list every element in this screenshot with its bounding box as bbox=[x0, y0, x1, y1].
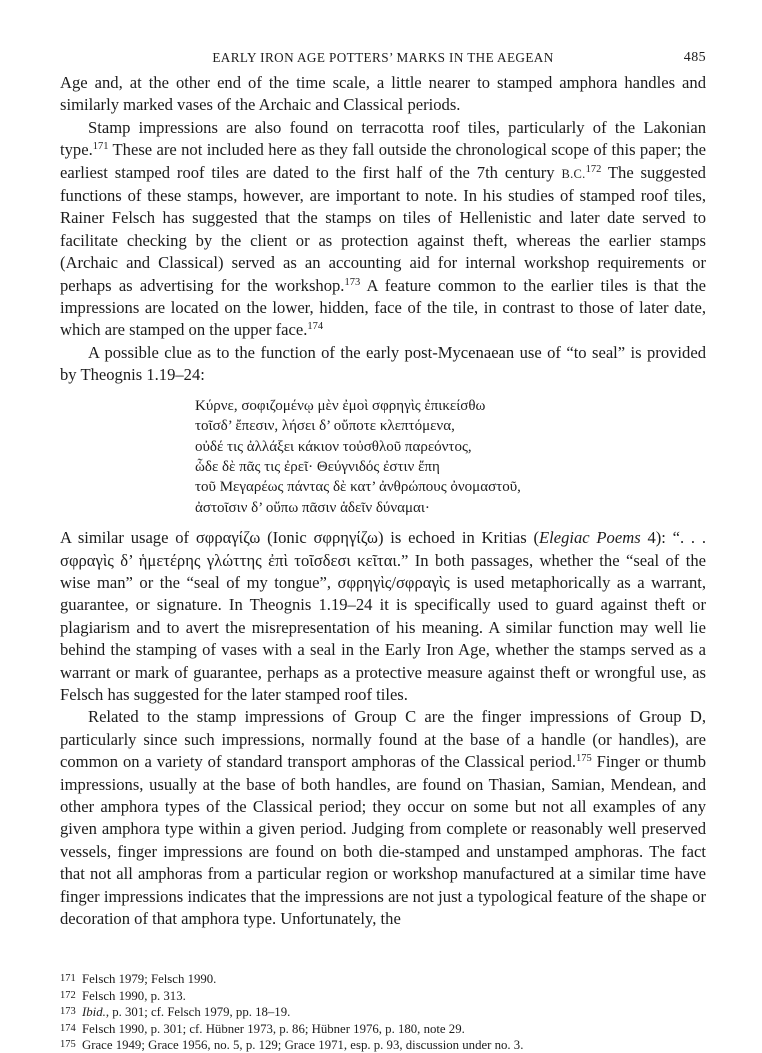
footnote-ref[interactable]: 174 bbox=[307, 321, 324, 333]
text-run: 4): “. . . σφραγὶς δ’ ἡμετέρης γλώττης ἐπὶ τοῖσδεσι κεῖται.” In both passages, whether the “seal of the wise man” or the “seal of my tongue”, σφρηγὶς/σφραγὶς is used metaphorically as a warrant, guarantee, or signature. In Theognis 1.19–24 it is specifically used to guard against theft or plagiarism and to avert the misrepresentation of his meaning. A similar function may well lie behind the stamping of vases with a seal in the Early Iron Age, whether the stamps served as a warrant or mark of guarantee, perhaps as a protective measure against theft or wrongful use, as Felsch has suggested for the later stamped roof tiles. bbox=[60, 528, 706, 704]
footnote-number: 175 bbox=[60, 1039, 76, 1051]
paragraph-2 bbox=[60, 117, 706, 342]
greek-line: τοῖσδ’ ἔπεσιν, λήσει δ’ οὔποτε κλεπτόμενα, bbox=[195, 418, 455, 435]
page bbox=[60, 50, 706, 1053]
footnote-number: 171 bbox=[60, 973, 76, 985]
body-text bbox=[60, 72, 706, 930]
footnotes bbox=[60, 971, 706, 1053]
text-run: A similar usage of σφραγίζω (Ionic σφρηγίζω) is echoed in Kritias ( bbox=[60, 528, 539, 548]
page-number: 485 bbox=[683, 50, 706, 65]
footnote-number: 174 bbox=[60, 1022, 76, 1034]
footnote-text: Felsch 1990, p. 313. bbox=[82, 988, 186, 1003]
footnote-text: Grace 1949; Grace 1956, no. 5, p. 129; Grace 1971, esp. p. 93, discussion under no. 3. bbox=[82, 1038, 524, 1053]
text-run: Related to the stamp impressions of Group C are the finger impressions of Group D, particularly since such impressions, normally found at the base of a handle (or handles), are common on a variety of standard transport amphoras of the Classical period. bbox=[60, 707, 706, 772]
footnote-number: 172 bbox=[60, 989, 76, 1001]
running-header bbox=[60, 50, 706, 72]
paragraph-4 bbox=[60, 527, 706, 706]
footnote bbox=[60, 1037, 706, 1053]
paragraph-1: Age and, at the other end of the time scale, a little nearer to stamped amphora handles and similarly marked vases of the Archaic and Classical periods. bbox=[60, 73, 706, 115]
footnote-ref[interactable]: 173 bbox=[344, 276, 361, 288]
text-run: A feature common to the earlier tiles is that the impressions are located on the lower, hidden, face of the tile, in contrast to those of later date, which are stamped on the upper face. bbox=[60, 275, 706, 340]
greek-line: ὧδε δὲ πᾶς τις ἐρεῖ· Θεύγνιδός ἐστιν ἔπη bbox=[195, 458, 440, 475]
footnote-ref[interactable]: 172 bbox=[585, 163, 602, 175]
footnote-number: 173 bbox=[60, 1006, 76, 1018]
era-abbrev: B.C. bbox=[561, 166, 586, 181]
greek-line: τοῦ Μεγαρέως πάντας δὲ κατ’ ἀνθρώπους ὀνομαστοῦ, bbox=[195, 479, 521, 496]
footnote bbox=[60, 1021, 706, 1037]
paragraph-5 bbox=[60, 706, 706, 930]
footnote bbox=[60, 971, 706, 987]
footnote-text: Felsch 1990, p. 301; cf. Hübner 1973, p. 86; Hübner 1976, p. 180, note 29. bbox=[82, 1021, 465, 1036]
running-title: EARLY IRON AGE POTTERS’ MARKS IN THE AEGEAN bbox=[212, 50, 554, 65]
text-run: Finger or thumb impressions, usually at the base of both handles, are found on Thasian, Samian, Mendean, and other amphora types of the Classical period; they occur on some but not all examples of any given amphora type within a given period. Judging from complete or reasonably well preserved vessels, finger impressions are found on both die-stamped and unstamped amphoras. The fact that not all amphoras from a particular region or workshop manufactured at a similar time have finger impressions indicates that the impressions are not just a typological feature of the shape or decoration of that amphora type. Unfortunately, the bbox=[60, 752, 707, 929]
italic-title: Elegiac Poems bbox=[538, 528, 641, 548]
footnote-text bbox=[82, 1004, 706, 1020]
text-run: , p. 301; cf. Felsch 1979, pp. 18–19. bbox=[105, 1005, 291, 1020]
greek-line: ἀστοῖσιν δ’ οὔπω πᾶσιν ἁδεῖν δύναμαι· bbox=[195, 499, 430, 516]
footnote-ref[interactable]: 175 bbox=[576, 753, 592, 765]
text-run: Stamp impressions are also found on terracotta roof tiles, particularly of the Lakonian type. bbox=[60, 117, 706, 160]
greek-quotation bbox=[195, 396, 706, 518]
paragraph-3: A possible clue as to the function of the early post-Mycenaean use of “to seal” is provided by Theognis 1.19–24: bbox=[60, 342, 706, 385]
text-run: The suggested functions of these stamps, however, are important to note. In his studies of stamped roof tiles, Rainer Felsch has suggested that the stamps on tiles of Hellenistic and later date served to facilitate checking by the client or as protection against theft, whereas the earlier stamps (Archaic and Classical) served as an accounting aid for internal workshop requirements or perhaps as advertising for the workshop. bbox=[60, 162, 706, 295]
greek-line: Κύρνε, σοφιζομένῳ μὲν ἐμοὶ σφρηγὶς ἐπικείσθω bbox=[195, 397, 486, 414]
footnote-ref[interactable]: 171 bbox=[92, 141, 109, 153]
footnote-text: Felsch 1979; Felsch 1990. bbox=[82, 972, 217, 987]
text-run: These are not included here as they fall outside the chronological scope of this paper; the earliest stamped roof tiles are dated to the first half of the 7th century bbox=[60, 140, 706, 182]
footnote bbox=[60, 988, 706, 1004]
footnote bbox=[60, 1004, 706, 1020]
greek-line: οὐδέ τις ἀλλάξει κάκιον τοὐσθλοῦ παρεόντος, bbox=[195, 438, 472, 455]
footnote-italic: Ibid. bbox=[82, 1005, 106, 1020]
